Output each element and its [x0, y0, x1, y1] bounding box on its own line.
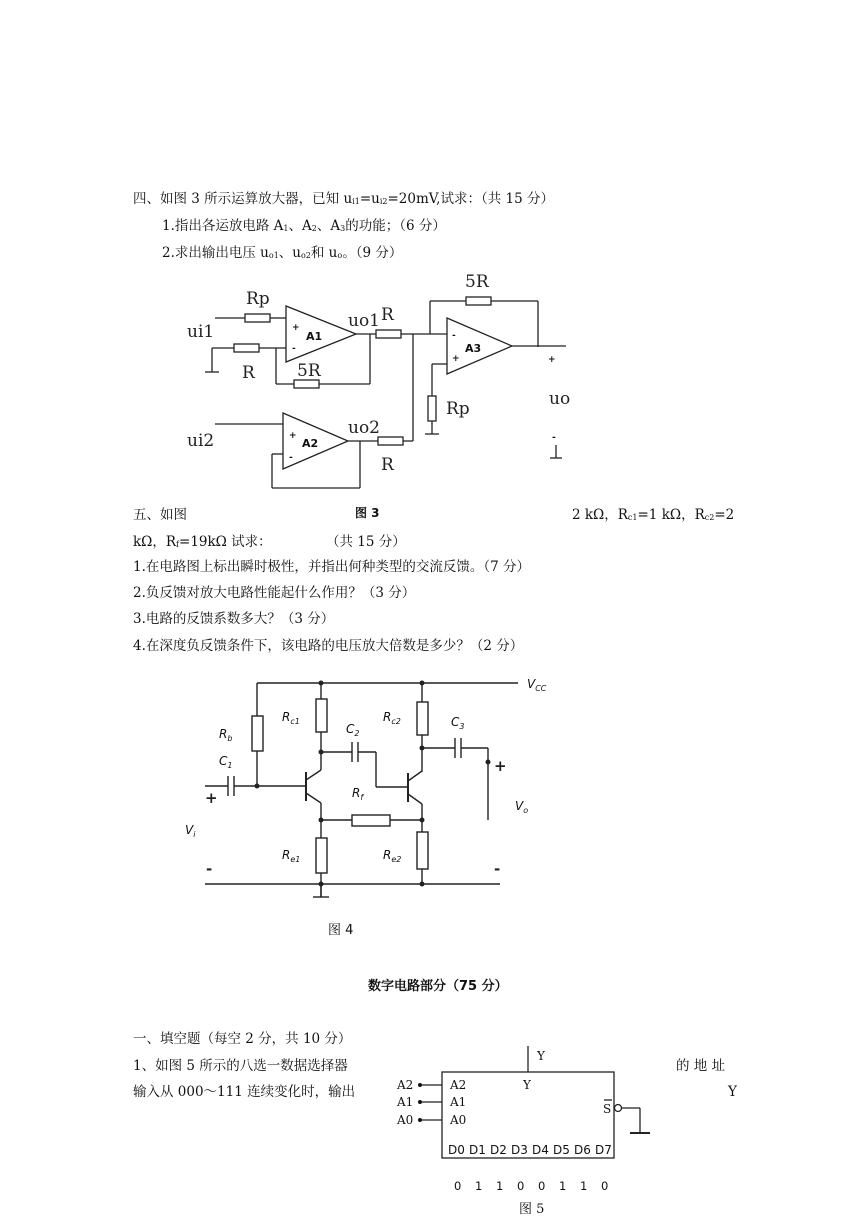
uo1-label: uo1 [348, 311, 380, 331]
digital-question-1-a: 1、如图 5 所示的八选一数据选择器 [133, 1058, 348, 1074]
vi-minus-sign: - [206, 860, 213, 878]
a1-pin: A1 [450, 1095, 467, 1109]
digital-question-1-d: Y [728, 1084, 737, 1100]
sec5-question-1: 1.在电路图上标出瞬时极性，并指出何种类型的交流反馈。（7 分） [133, 559, 531, 575]
a2-plus-sign: + [289, 431, 297, 441]
figure-4-caption: 图 4 [328, 923, 354, 938]
mux-data-pin-5: D5 [553, 1143, 570, 1157]
vi-label: $V_i$ [185, 823, 196, 839]
output-plus-sign: + [548, 355, 556, 365]
uo2-label: uo2 [348, 418, 380, 438]
sec5-question-3: 3.电路的反馈系数多大？（3 分） [133, 611, 335, 627]
mux-data-pin-1: D1 [469, 1143, 486, 1157]
enable-s-pin: S [603, 1102, 612, 1116]
a1-plus-sign: + [292, 323, 300, 333]
mux-data-value-1: 1 [475, 1179, 483, 1193]
mux-data-value-4: 0 [538, 1179, 546, 1193]
c2-label: $C_2$ [346, 722, 360, 738]
r-label-2: R [381, 305, 394, 325]
a2-input-label: A2 [397, 1078, 414, 1092]
mux-data-pin-7: D7 [595, 1143, 612, 1157]
mux-data-pin-3: D3 [511, 1143, 528, 1157]
r-label-3: R [381, 455, 394, 475]
digital-question-1-b: 的 地 址 [676, 1058, 726, 1074]
a2-label: A2 [302, 437, 319, 450]
mux-data-pin-6: D6 [574, 1143, 591, 1157]
sec5-points: （共 15 分） [326, 534, 406, 550]
uo-label: uo [549, 389, 571, 409]
vcc-label: $V_{CC}$ [527, 677, 547, 693]
ui1-label: ui1 [187, 322, 215, 342]
rc2-label: $R_{c2}$ [383, 710, 401, 726]
sec4-title: 四、如图 3 所示运算放大器，已知 ui1=ui2=20mV,试求：（共 15 分） [133, 191, 554, 207]
vi-plus-sign: + [205, 789, 218, 807]
sec4-question-1: 1.指出各运放电路 A1、A2、A3的功能；（6 分） [162, 218, 446, 234]
mux-data-pin-2: D2 [490, 1143, 507, 1157]
sec5-line2: kΩ，Rf=19kΩ 试求： [133, 534, 272, 550]
r-label-1: R [242, 363, 255, 383]
re1-label: $R_{e1}$ [282, 848, 301, 864]
5r-label-2: 5R [465, 272, 489, 292]
a3-minus-sign: - [452, 331, 456, 341]
digital-question-1-c: 输入从 000～111 连续变化时，输出 [133, 1084, 356, 1100]
a1-label: A1 [306, 330, 323, 343]
mux-output-y: Y [537, 1049, 545, 1063]
mux-data-value-5: 1 [559, 1179, 567, 1193]
a1-input-label: A1 [397, 1095, 414, 1109]
a0-pin: A0 [450, 1113, 467, 1127]
mux-data-value-7: 0 [601, 1179, 609, 1193]
output-minus-sign: - [552, 433, 556, 443]
a1-minus-sign: - [292, 344, 296, 354]
rp-label-1: Rp [246, 289, 270, 309]
c3-label: $C_3$ [451, 715, 465, 731]
mux-data-pin-4: D4 [532, 1143, 549, 1157]
re2-label: $R_{e2}$ [383, 848, 402, 864]
c1-label: $C_1$ [219, 754, 233, 770]
a3-plus-sign: + [452, 354, 460, 364]
sec4-question-2: 2.求出输出电压 uo1、uo2和 uo。（9 分） [162, 245, 403, 261]
mux-data-value-6: 1 [580, 1179, 588, 1193]
sec5-question-2: 2.负反馈对放大电路性能起什么作用？（3 分） [133, 585, 416, 601]
sec5-line1-left: 五、如图 [133, 507, 187, 523]
a2-pin: A2 [450, 1078, 467, 1092]
vo-plus-sign: + [494, 757, 507, 775]
vo-minus-sign: - [494, 860, 501, 878]
digital-part-1: 一、填空题（每空 2 分，共 10 分） [133, 1031, 352, 1047]
mux-y-pin: Y [523, 1078, 531, 1092]
mux-data-value-3: 0 [517, 1179, 525, 1193]
rf-label: $R_f$ [352, 786, 364, 802]
a0-input-label: A0 [397, 1113, 414, 1127]
mux-data-value-0: 0 [454, 1179, 462, 1193]
mux-data-value-2: 1 [496, 1179, 504, 1193]
rp-label-2: Rp [446, 399, 470, 419]
a3-label: A3 [465, 342, 482, 355]
vo-label: $V_o$ [515, 799, 529, 815]
rc1-label: $R_{c1}$ [282, 710, 300, 726]
sec5-line1-right: 2 kΩ，Rc1=1 kΩ，Rc2=2 [572, 507, 735, 523]
rb-label: $R_b$ [219, 727, 233, 743]
mux-data-pin-0: D0 [448, 1143, 465, 1157]
figure-5-caption: 图 5 [519, 1202, 545, 1217]
digital-heading: 数字电路部分（75 分） [368, 979, 508, 994]
sec5-question-4: 4.在深度负反馈条件下，该电路的电压放大倍数是多少？（2 分） [133, 638, 524, 654]
figure-3-caption: 图 3 [355, 506, 380, 520]
a2-minus-sign: - [289, 453, 293, 463]
ui2-label: ui2 [187, 431, 215, 451]
5r-label-1: 5R [297, 361, 321, 381]
